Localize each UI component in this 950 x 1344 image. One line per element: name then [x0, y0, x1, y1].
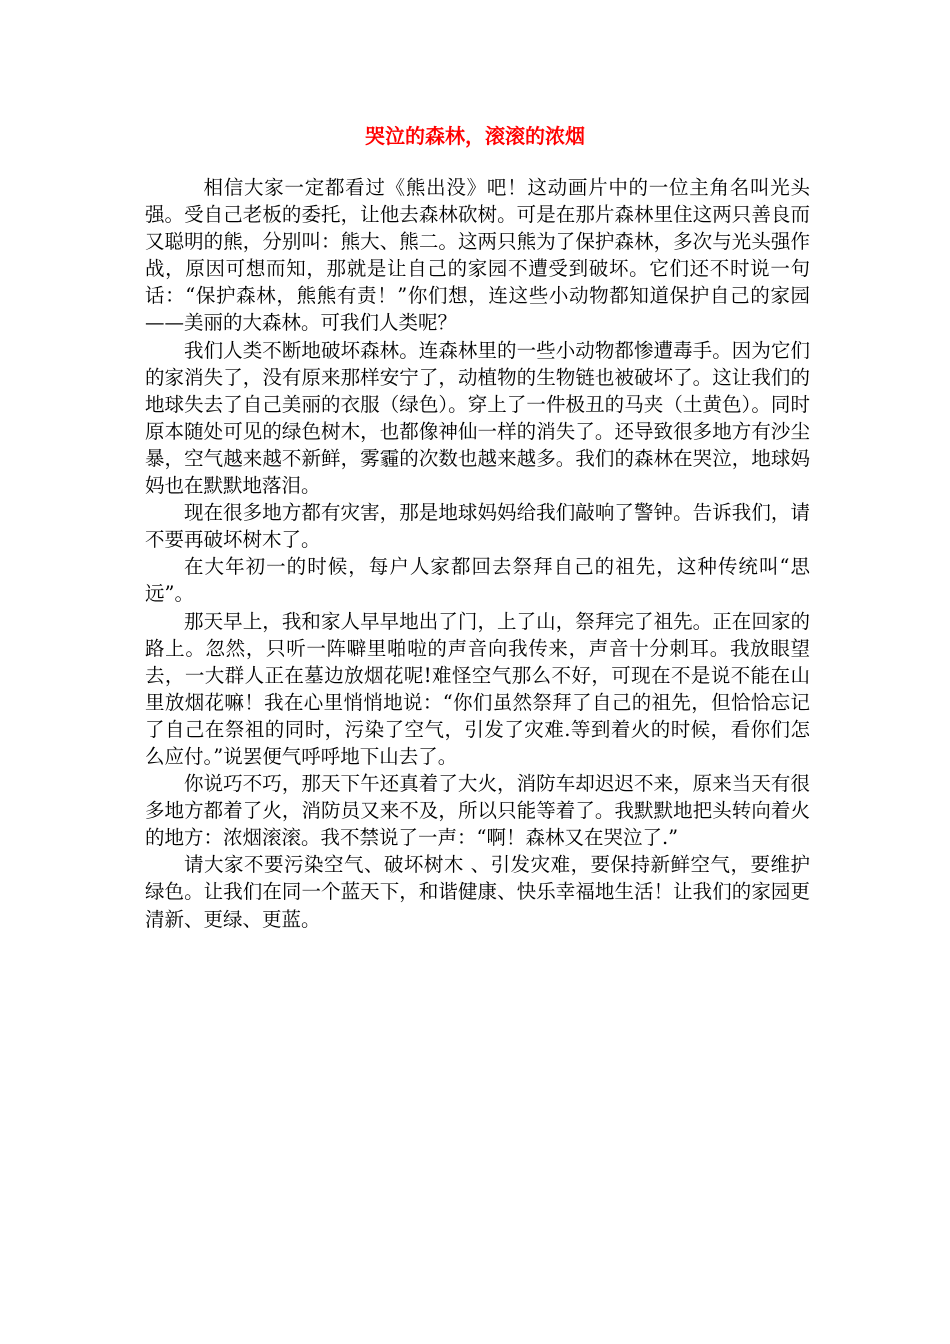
paragraph-3: 现在很多地方都有灾害，那是地球妈妈给我们敲响了警钟。告诉我们，请不要再破坏树木了。: [145, 501, 810, 552]
paragraph-1: 相信大家一定都看过《熊出没》吧！这动画片中的一位主角名叫光头强。受自己老板的委托，让他去森林砍树。可是在那片森林里住这两只善良而又聪明的熊，分别叫：熊大、熊二。这两只熊为了保护森林，多次与光头强作战，原因可想而知，那就是让自己的家园不遭受到破坏。它们还不时说一句话：“保护森林，熊熊有责！”你们想，连这些小动物都知道保护自己的家园——美丽的大森林。可我们人类呢？: [145, 176, 810, 335]
document-title: 哭泣的森林，滚滚的浓烟: [365, 124, 585, 148]
paragraph-5: 那天早上，我和家人早早地出了门，上了山，祭拜完了祖先。正在回家的路上。忽然，只听一阵噼里啪啦的声音向我传来，声音十分刺耳。我放眼望去，一大群人正在墓边放烟花呢!难怪空气那么不好，可现在不是说不能在山里放烟花嘛！我在心里悄悄地说：“你们虽然祭拜了自己的祖先，但恰恰忘记了自己在祭祖的同时，污染了空气，引发了灾难.等到着火的时候，看你们怎么应付。”说罢便气呼呼地下山去了。: [145, 609, 810, 768]
document-body: [145, 174, 810, 933]
paragraph-4: 在大年初一的时候，每户人家都回去祭拜自己的祖先，这种传统叫“思远”。: [145, 555, 810, 606]
paragraph-2: 我们人类不断地破坏森林。连森林里的一些小动物都惨遭毒手。因为它们的家消失了，没有原来那样安宁了，动植物的生物链也被破坏了。这让我们的地球失去了自己美丽的衣服（绿色）。穿上了一件极丑的马夹（土黄色）。同时原本随处可见的绿色树木，也都像神仙一样的消失了。还导致很多地方有沙尘暴，空气越来越不新鲜，雾霾的次数也越来越多。我们的森林在哭泣，地球妈妈也在默默地落泪。: [145, 338, 810, 498]
paragraph-6: 你说巧不巧，那天下午还真着了大火，消防车却迟迟不来，原来当天有很多地方都着了火，消防员又来不及，所以只能等着了。我默默地把头转向着火的地方：浓烟滚滚。我不禁说了一声：“啊！森林又在哭泣了.”: [145, 772, 810, 850]
paragraph-7: 请大家不要污染空气、破坏树木 、引发灾难，要保持新鲜空气，要维护绿色。让我们在同一个蓝天下，和谐健康、快乐幸福地生活！让我们的家园更清新、更绿、更蓝。: [145, 853, 810, 931]
